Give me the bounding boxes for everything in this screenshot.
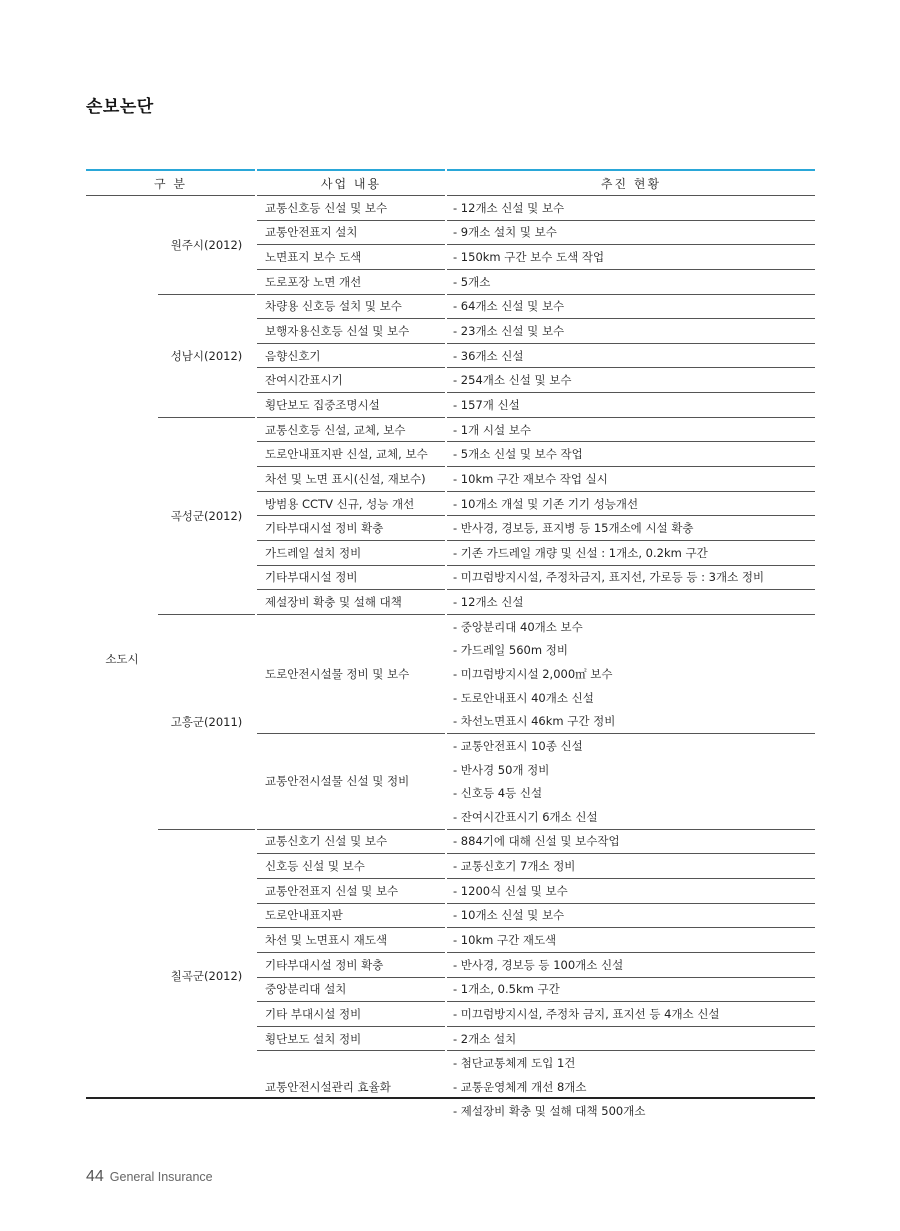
- status-cell: - 1개 시설 보수: [446, 417, 815, 442]
- status-cell: - 반사경, 경보등 등 100개소 신설: [446, 952, 815, 977]
- status-cell: - 10km 구간 재보수 작업 실시: [446, 467, 815, 492]
- region-cell: 곡성군(2012): [158, 417, 256, 614]
- project-item-cell: 제설장비 확충 및 설해 대책: [256, 590, 446, 615]
- project-item-cell: 기타 부대시설 정비: [256, 1002, 446, 1027]
- project-item-cell: 교통신호등 신설, 교체, 보수: [256, 417, 446, 442]
- status-cell: - 2개소 설치: [446, 1026, 815, 1051]
- table-row: [86, 417, 815, 442]
- status-cell: - 5개소: [446, 269, 815, 294]
- project-item-cell: 차선 및 노면 표시(신설, 재보수): [256, 467, 446, 492]
- project-item-cell: 음향신호기: [256, 343, 446, 368]
- footer-label: General Insurance: [109, 1170, 213, 1184]
- table-row: [86, 196, 815, 221]
- status-cell: - 12개소 신설 및 보수: [453, 200, 565, 215]
- region-cell: 고흥군(2011): [158, 614, 256, 829]
- status-cell: - 10개소 신설 및 보수: [446, 903, 815, 928]
- project-item-cell: 가드레일 설치 정비: [256, 540, 446, 565]
- status-cell: - 150km 구간 보수 도색 작업: [446, 245, 815, 270]
- project-item-cell: 차량용 신호등 설치 및 보수: [256, 294, 446, 319]
- project-item-cell: 차선 및 노면표시 재도색: [256, 928, 446, 953]
- status-cell: - 884기에 대해 신설 및 보수작업: [446, 829, 815, 854]
- status-cell: - 가드레일 560m 정비: [453, 643, 568, 658]
- project-item-cell: 노면표지 보수 도색: [256, 245, 446, 270]
- project-item-cell: 교통안전표지 설치: [256, 220, 446, 245]
- project-table: [86, 169, 815, 1122]
- status-cell: - 중앙분리대 40개소 보수: [446, 614, 815, 638]
- project-item-cell: 교통안전표지 신설 및 보수: [256, 878, 446, 903]
- status-cell: - 교통안전표시 10종 신설: [446, 734, 815, 758]
- status-cell: - 도로안내표시 40개소 신설: [453, 690, 594, 705]
- project-item-cell: 기타부대시설 정비 확충: [256, 516, 446, 541]
- project-item-cell: 횡단보도 집중조명시설: [256, 393, 446, 418]
- project-item-cell: 교통안전시설물 신설 및 정비: [256, 734, 446, 830]
- project-item-cell: 도로포장 노면 개선: [256, 269, 446, 294]
- status-cell: - 10km 구간 재도색: [446, 928, 815, 953]
- status-cell: - 9개소 설치 및 보수: [446, 220, 815, 245]
- status-cell: - 미끄럼방지시설 2,000㎡ 보수: [453, 666, 613, 681]
- status-cell: - 64개소 신설 및 보수: [446, 294, 815, 319]
- table-row: [86, 294, 815, 319]
- project-table-container: [86, 169, 815, 1122]
- project-item-cell: 도로안내표지판 신설, 교체, 보수: [256, 442, 446, 467]
- project-item-cell: 교통신호등 신설 및 보수: [256, 196, 446, 221]
- table-bottom-rule: [86, 1097, 815, 1099]
- project-item-cell: 기타부대시설 정비 확충: [256, 952, 446, 977]
- region-cell: 원주시(2012): [158, 196, 256, 295]
- header-category: 구 분: [86, 170, 256, 196]
- status-cell: - 36개소 신설: [446, 343, 815, 368]
- status-cell: - 기존 가드레일 개량 및 신설 : 1개소, 0.2km 구간: [446, 540, 815, 565]
- status-cell: - 23개소 신설 및 보수: [446, 319, 815, 344]
- project-item-cell: 방범용 CCTV 신규, 성능 개선: [256, 491, 446, 516]
- status-cell: - 1개소, 0.5km 구간: [446, 977, 815, 1002]
- project-item-cell: 기타부대시설 정비: [256, 565, 446, 590]
- project-item-cell: 도로안전시설물 정비 및 보수: [256, 614, 446, 733]
- table-row: [86, 829, 815, 854]
- region-cell: 칠곡군(2012): [158, 829, 256, 1122]
- status-cell: - 미끄럼방지시설, 주정차금지, 표지선, 가로등 등 : 3개소 정비: [446, 565, 815, 590]
- status-cell: - 157개 신설: [446, 393, 815, 418]
- page-title: 손보논단: [86, 97, 154, 117]
- status-cell: - 교통운영체계 개선 8개소: [453, 1079, 587, 1094]
- page-number: 44: [86, 1168, 104, 1185]
- status-cell: - 5개소 신설 및 보수 작업: [446, 442, 815, 467]
- project-item-cell: 신호등 신설 및 보수: [256, 854, 446, 879]
- status-cell: - 교통신호기 7개소 정비: [446, 854, 815, 879]
- project-item-cell: 횡단보도 설치 정비: [256, 1026, 446, 1051]
- status-cell: - 반사경, 경보등, 표지병 등 15개소에 시설 확충: [446, 516, 815, 541]
- status-cell: - 반사경 50개 정비: [453, 762, 550, 777]
- page-footer: [86, 1168, 213, 1186]
- status-cell: - 첨단교통체계 도입 1건: [446, 1051, 815, 1075]
- table-body: [86, 196, 815, 1123]
- status-cell: - 신호등 4등 신설: [453, 786, 543, 801]
- status-cell: - 제설장비 확충 및 설해 대책 500개소: [453, 1103, 646, 1118]
- status-cell: - 차선노면표시 46km 구간 정비: [453, 714, 616, 729]
- status-cell: - 254개소 신설 및 보수: [446, 368, 815, 393]
- project-item-cell: 보행자용신호등 신설 및 보수: [256, 319, 446, 344]
- category-cell: 소도시: [105, 652, 139, 667]
- status-cell: - 10개소 개설 및 기존 기기 성능개선: [446, 491, 815, 516]
- region-cell: 성남시(2012): [158, 294, 256, 417]
- status-cell: - 미끄럼방지시설, 주정차 금지, 표지선 등 4개소 신설: [446, 1002, 815, 1027]
- project-item-cell: 도로안내표지판: [256, 903, 446, 928]
- table-header-row: [86, 170, 815, 196]
- status-cell: - 1200식 신설 및 보수: [446, 878, 815, 903]
- table-row: [86, 614, 815, 638]
- header-project: 사업 내용: [256, 170, 446, 196]
- status-cell: - 잔여시간표시기 6개소 신설: [453, 809, 598, 824]
- status-cell: - 12개소 신설: [446, 590, 815, 615]
- project-item-cell: 교통신호기 신설 및 보수: [256, 829, 446, 854]
- project-item-cell: 중앙분리대 설치: [256, 977, 446, 1002]
- project-item-cell: 교통안전시설관리 효율화: [256, 1051, 446, 1122]
- header-status: 추진 현황: [446, 170, 815, 196]
- project-item-cell: 잔여시간표시기: [256, 368, 446, 393]
